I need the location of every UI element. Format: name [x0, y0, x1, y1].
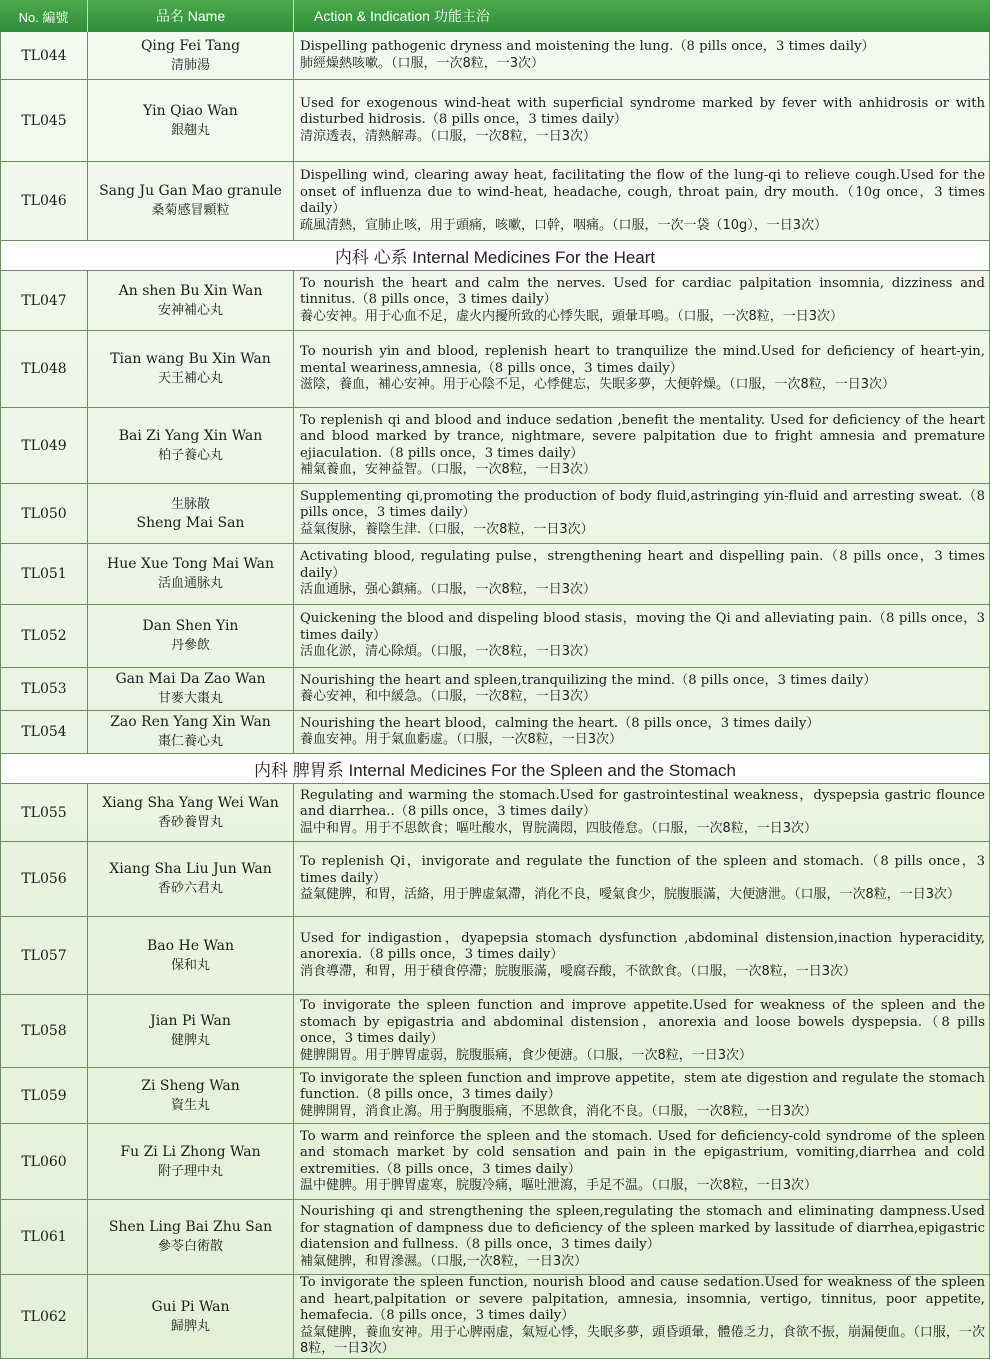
name-chinese: 生脉散 [170, 496, 210, 512]
action-en: Supplementing qi,promoting the production of body fluid,astringing yin-fluid and arresting sweat.（8 pills once，3 times daily） [300, 488, 985, 521]
name-chinese: 銀翹丸 [170, 122, 210, 138]
action-zh: 補氣健脾，和胃滲濕。（口服,一次8粒，一日3次） [300, 1253, 588, 1269]
action-en: Dispelling pathogenic dryness and moistening the lung.（8 pills once，3 times daily） [300, 39, 875, 54]
action-zh: 滋陰，養血，補心安神。用于心陰不足，心悸健忘，失眠多夢，大便幹燥。（口服，一次8粒，一日3次） [300, 377, 896, 393]
row-id: TL058 [0, 995, 88, 1068]
row-action [294, 784, 990, 842]
row-id: TL050 [0, 484, 88, 544]
name-pinyin: Gan Mai Da Zao Wan [115, 671, 266, 687]
action-en: To replenish Qi，invigorate and regulate the function of the spleen and stomach.（8 pills once，3 times daily） [300, 854, 985, 886]
action-zh: 補氣養血，安神益智。（口服，一次8粒，一日3次） [300, 462, 597, 477]
name-chinese: 香砂六君丸 [157, 881, 223, 896]
action-zh: 清涼透表，清熱解毒。（口服，一次8粒，一日3次） [300, 128, 597, 144]
name-pinyin: Zao Ren Yang Xin Wan [110, 714, 271, 730]
name-chinese: 天王補心丸 [157, 371, 223, 386]
row-name [88, 995, 294, 1068]
action-zh: 益氣健脾，和胃，活絡，用于脾虚氣滯，消化不良，噯氣食少，脘腹脹滿，大便溏泄。（口服，一次8粒，一日3次） [300, 887, 961, 903]
name-chinese: 棗仁養心丸 [157, 734, 223, 749]
row-action [294, 408, 990, 484]
action-en: To nourish yin and blood, replenish heart to tranquilize the mind.Used for deficiency of heart-yin, mental weariness,amnesia,（8 pills once，3 times daily） [300, 344, 985, 376]
row-name [88, 668, 294, 711]
row-id: TL051 [0, 544, 88, 605]
row-id: TL054 [0, 711, 88, 754]
name-pinyin: Qing Fei Tang [140, 37, 241, 54]
name-pinyin: Xiang Sha Yang Wei Wan [102, 794, 279, 811]
row-action [294, 544, 990, 605]
row-id: TL057 [0, 917, 88, 995]
row-action [294, 995, 990, 1068]
row-name [88, 80, 294, 162]
row-name [88, 271, 294, 331]
action-en: Regulating and warming the stomach.Used for gastrointestinal weakness，dyspepsia gastric flounce and diarrhea..（8 pills once，3 times daily） [300, 787, 985, 820]
action-en: To invigorate the spleen function and improve appetite，stem ate digestion and regulate the stomach function.（8 pills once，3 times daily） [300, 1070, 985, 1103]
action-en: Used for exogenous wind-heat with superficial syndrome marked by fever with anhidrosis or with disturbed hidrosis.（8 pills once，3 times daily） [300, 95, 985, 128]
row-action [294, 331, 990, 408]
row-name [88, 32, 294, 80]
action-en: Quickening the blood and dispeling blood stasis，moving the Qi and alleviating pain.（8 pills once，3 times daily） [300, 611, 985, 643]
action-zh: 消食導滯，和胃，用于積食停滯；脘腹脹滿，噯腐吞酸，不欲飲食。（口服，一次8粒，一日3次） [300, 963, 857, 979]
name-chinese: 清肺湯 [170, 57, 210, 73]
name-chinese: 甘麥大棗丸 [157, 691, 223, 706]
action-en: To warm and reinforce the spleen and the stomach. Used for deficiency-cold syndrome of the spleen and stomach market by cold sensation and pain in the epigastrium, vomiting,diarrhea and cold extremities.（8 pills once，3 times daily） [300, 1128, 985, 1177]
row-action [294, 1275, 990, 1359]
row-id: TL056 [0, 842, 88, 917]
name-pinyin: Gui Pi Wan [151, 1298, 230, 1315]
name-pinyin: Xiang Sha Liu Jun Wan [109, 861, 272, 877]
row-name [88, 331, 294, 408]
row-name [88, 842, 294, 917]
name-pinyin: Jian Pi Wan [150, 1013, 231, 1029]
row-id: TL062 [0, 1275, 88, 1359]
row-id: TL049 [0, 408, 88, 484]
name-pinyin: Bai Zi Yang Xin Wan [118, 427, 263, 444]
action-zh: 疏風清熱，宣肺止咳，用于頭痛，咳嗽，口幹，咽痛。（口服，一次一袋（10g），一日3次） [300, 217, 828, 233]
row-id: TL044 [0, 32, 88, 80]
action-en: Nourishing the heart and spleen,tranquilizing the mind.（8 pills once，3 times daily） [300, 672, 877, 688]
action-zh: 健脾開胃，消食止瀉。用于胸腹脹痛，不思飲食，消化不良。（口服，一次8粒，一日3次） [300, 1103, 818, 1119]
action-zh: 養血安神。用于氣血虧虚。（口服，一次8粒，一日3次） [300, 732, 623, 747]
row-action [294, 1068, 990, 1124]
name-pinyin: Fu Zi Li Zhong Wan [120, 1143, 261, 1160]
row-id: TL052 [0, 605, 88, 668]
action-en: To invigorate the spleen function, nourish blood and cause sedation.Used for weakness of the spleen and heart,palpitation or severe palpitation, amnesia, insomnia, vertigo, tinnitus, poor appetite, hemafecia.（8 pills once，3 times daily） [300, 1275, 985, 1324]
row-action [294, 32, 990, 80]
action-en: To nourish the heart and calm the nerves. Used for cardiac palpitation insomnia, dizziness and tinnitus.（8 pills once，3 times daily） [300, 275, 985, 308]
section-spleen-stomach-title: 内科 脾胃系 Internal Medicines For the Spleen and the Stomach [0, 754, 990, 784]
row-action [294, 711, 990, 754]
row-id: TL048 [0, 331, 88, 408]
row-id: TL059 [0, 1068, 88, 1124]
name-chinese: 柏子養心丸 [157, 447, 223, 463]
action-zh: 益氣復脉，養陰生津.（口服，一次8粒，一日3次） [300, 521, 594, 537]
row-name [88, 484, 294, 544]
row-id: TL047 [0, 271, 88, 331]
row-id: TL046 [0, 162, 88, 241]
name-chinese: 健脾丸 [170, 1033, 210, 1048]
name-pinyin: Shen Ling Bai Zhu San [108, 1219, 273, 1235]
row-name [88, 917, 294, 995]
row-action [294, 605, 990, 668]
action-zh: 養心安神，和中緩急。（口服，一次8粒，一日3次） [300, 689, 597, 704]
row-action [294, 484, 990, 544]
row-id: TL055 [0, 784, 88, 842]
action-zh: 養心安神。用于心血不足，虚火内擾所致的心悸失眠，頭暈耳鳴。（口服，一次8粒，一日3次） [300, 308, 844, 324]
header-no: No. 編號 [0, 0, 88, 32]
row-name [88, 711, 294, 754]
row-action [294, 668, 990, 711]
action-zh: 益氣健脾，養血安神。用于心脾兩虚，氣短心悸，失眠多夢，頭昏頭暈，體倦乏力，食欲不振，崩漏便血。（口服，一次8粒，一日3次） [300, 1324, 985, 1357]
action-en: Activating blood, regulating pulse，strengthening heart and dispelling pain.（8 pills once，3 times daily） [300, 549, 985, 581]
row-id: TL060 [0, 1124, 88, 1200]
row-name [88, 408, 294, 484]
action-zh: 健脾開胃。用于脾胃虚弱，脘腹脹痛，食少便溏。（口服，一次8粒，一日3次） [300, 1047, 753, 1063]
action-en: Dispelling wind, clearing away heat, facilitating the flow of the lung-qi to relieve cough.Used for the onset of influenza due to wind-heat, headache, cough, throat pain, dry mouth.（10g once，3 times daily） [300, 168, 985, 216]
row-action [294, 162, 990, 241]
row-id: TL053 [0, 668, 88, 711]
name-chinese: 歸脾丸 [170, 1318, 210, 1334]
action-en: To replenish qi and blood and induce sedation ,benefit the mentality. Used for deficiency of the heart and blood marked by trance, nightmare, severe palpitation due to fright amnesia and premature ejiaculation.（8 pills once，3 times daily） [300, 412, 985, 461]
name-chinese: 活血通脉丸 [157, 576, 223, 591]
name-chinese: 香砂養胃丸 [157, 814, 223, 830]
row-action [294, 271, 990, 331]
name-chinese: 丹參飲 [170, 638, 210, 653]
action-en: Used for indigastion，dyapepsia stomach dysfunction ,abdominal distension,inaction hyperacidity, anorexia.（8 pills once，3 times daily） [300, 930, 985, 963]
row-name [88, 784, 294, 842]
name-pinyin: Sang Ju Gan Mao granule [99, 183, 282, 199]
row-action [294, 1200, 990, 1275]
row-name [88, 162, 294, 241]
name-pinyin: Hue Xue Tong Mai Wan [107, 556, 274, 572]
header-name: 品名 Name [88, 0, 294, 32]
action-en: Nourishing the heart blood，calming the heart.（8 pills once，3 times daily） [300, 715, 820, 731]
name-chinese: 資生丸 [170, 1097, 210, 1113]
name-pinyin: An shen Bu Xin Wan [118, 282, 263, 299]
action-zh: 温中健脾。用于脾胃虚寒，脘腹冷痛，嘔吐泄瀉，手足不温。（口服，一次8粒，一日3次） [300, 1178, 818, 1193]
name-pinyin: Tian wang Bu Xin Wan [110, 351, 271, 367]
name-pinyin: Zi Sheng Wan [141, 1077, 240, 1094]
name-chinese: 附子理中丸 [157, 1163, 223, 1179]
action-zh: 活血化淤，清心除煩。（口服，一次8粒，一日3次） [300, 644, 597, 660]
section-heart-title: 内科 心系 Internal Medicines For the Heart [0, 241, 990, 271]
row-action [294, 917, 990, 995]
row-name [88, 1124, 294, 1200]
row-action [294, 80, 990, 162]
action-zh: 肺經燥熱咳嗽。（口服，一次8粒，一3次） [300, 55, 545, 71]
row-name [88, 1068, 294, 1124]
name-pinyin: Dan Shen Yin [142, 618, 239, 634]
action-en: To invigorate the spleen function and improve appetite.Used for weakness of the spleen and the stomach by epigastria and abdominal distension，anorexia and loose bowels dyspepsia.（8 pills once，3 times daily） [300, 998, 985, 1046]
name-pinyin: Sheng Mai San [136, 514, 245, 531]
name-pinyin: Bao He Wan [147, 937, 234, 954]
name-chinese: 安神補心丸 [157, 302, 223, 318]
action-en: Nourishing qi and strengthening the spleen,regulating the stomach and eliminating dampness.Used for stagnation of dampness due to deficiency of the spleen marked by lassitude of diarrhea,epigastric diatension and fullness.（8 pills once，3 times daily） [300, 1204, 985, 1252]
action-zh: 温中和胃。用于不思飲食；嘔吐酸水，胃脘満悶，四肢倦怠。（口服，一次8粒，一日3次） [300, 820, 818, 836]
header-action: Action & Indication 功能主治 [294, 0, 990, 32]
row-name [88, 1200, 294, 1275]
row-name [88, 605, 294, 668]
name-chinese: 參苓白術散 [157, 1239, 223, 1254]
row-id: TL045 [0, 80, 88, 162]
row-action [294, 842, 990, 917]
row-action [294, 1124, 990, 1200]
action-zh: 活血通脉，强心鎮痛。（口服，一次8粒，一日3次） [300, 582, 597, 598]
row-name [88, 1275, 294, 1359]
name-pinyin: Yin Qiao Wan [143, 102, 238, 119]
row-id: TL061 [0, 1200, 88, 1275]
name-chinese: 桑菊感冒顆粒 [151, 203, 230, 218]
name-chinese: 保和丸 [170, 957, 210, 973]
row-name [88, 544, 294, 605]
